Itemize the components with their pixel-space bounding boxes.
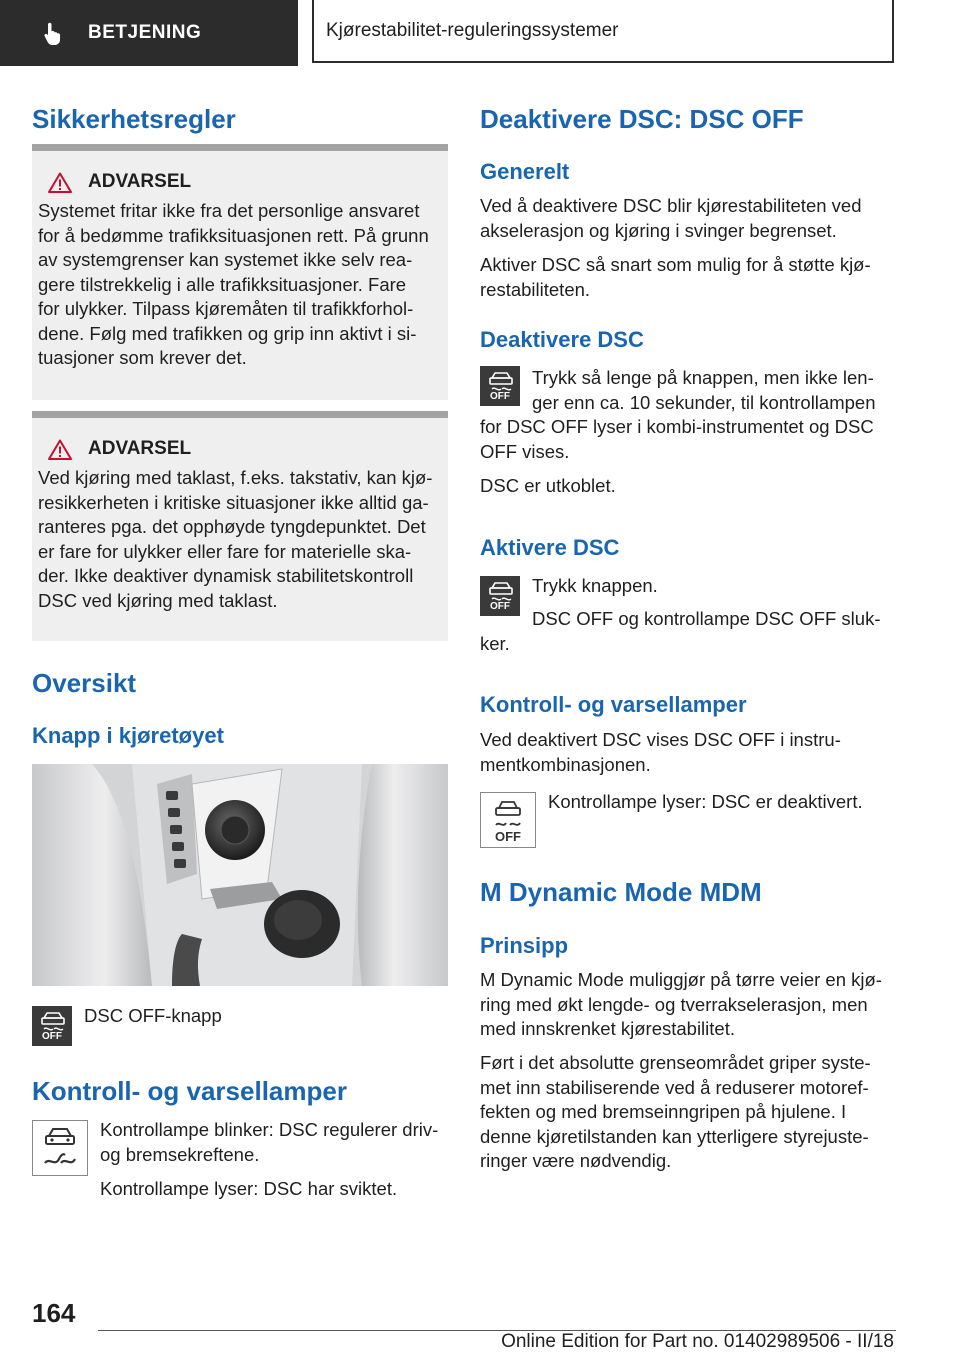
heading-m-dynamic-mode: M Dynamic Mode MDM (480, 877, 762, 907)
edition-text: Online Edition for Part no. 01402989506 - II/18 (501, 1331, 894, 1352)
text-line: ranteres pga. det opphøyde tyngdepunktet. Det (38, 516, 426, 537)
text-line: akselerasjon og kjøring i svinger begrenset. (480, 219, 837, 241)
lamps-paragraph (480, 728, 841, 777)
text-line: der. Ikke deaktiver dynamisk stabilitetskontroll (38, 565, 414, 586)
section-label: BETJENING (88, 22, 202, 43)
dsc-off-button-icon (32, 1006, 72, 1046)
heading-activate-dsc: Aktivere DSC (480, 535, 620, 560)
activate-result-text (480, 607, 900, 656)
car-skid-icon (33, 1121, 87, 1175)
heading-deactivate-dsc-off: Deaktivere DSC: DSC OFF (480, 104, 804, 134)
off-label: OFF (490, 391, 510, 402)
text-line: gere tilstrekkelig i alle trafikksituasjoner. Fare (38, 273, 407, 295)
lamp-description (100, 1118, 438, 1202)
warning-triangle-icon (48, 439, 72, 460)
text-line: DSC OFF og kontrollampe DSC OFF sluk- (532, 608, 881, 629)
warning-text (38, 199, 442, 371)
section-tab (0, 0, 298, 66)
text-line: for DSC OFF lyser i kombi-instrumentet og DSC (480, 416, 874, 437)
text-line: og bremsekreftene. (100, 1143, 260, 1165)
heading-overview: Oversikt (32, 668, 137, 698)
page-number: 164 (32, 1298, 76, 1328)
heading-general: Generelt (480, 159, 570, 184)
text-line: med innskrenket kjørestabilitet. (480, 1018, 735, 1039)
car-skid-icon (481, 795, 535, 831)
hand-pointer-icon (40, 20, 66, 46)
warning-header (48, 438, 442, 460)
text-line: Systemet fritar ikke fra det personlige ansvaret (38, 200, 420, 221)
off-label: OFF (42, 1031, 62, 1042)
text-line: OFF vises. (480, 440, 570, 462)
principle-paragraph-1 (480, 968, 882, 1042)
heading-button-in-vehicle: Knapp i kjøretøyet (32, 723, 224, 748)
car-skid-icon (34, 1009, 72, 1033)
text-line: denne kjøretilstanden kan ytterligere styrejuste- (480, 1125, 869, 1147)
warning-box-1 (32, 144, 448, 400)
text-line: Kontrollampe blinker: DSC regulerer driv- (100, 1119, 439, 1140)
text-line: Ført i det absolutte grenseområdet griper syste- (480, 1052, 871, 1073)
text-line: dene. Følg med trafikken og grip inn aktivt i si- (38, 322, 417, 344)
lamp-dsc-deactivated-text: Kontrollampe lyser: DSC er deaktivert. (548, 791, 863, 812)
text-line: for ulykker. Tilpass kjøremåten til trafikkforhol- (38, 298, 414, 319)
general-paragraph-2 (480, 253, 871, 302)
dsc-off-lamp-icon (480, 792, 536, 848)
off-label: OFF (490, 601, 510, 612)
text-line: for å bedømme trafikksituasjonen rett. På grunn (38, 224, 429, 246)
text-line: Ved å deaktivere DSC blir kjørestabiliteten ved (480, 195, 862, 216)
text-line: Kontrollampe lyser: DSC har sviktet. (100, 1178, 398, 1199)
warning-title: ADVARSEL (88, 171, 192, 192)
text-line: Trykk så lenge på knappen, men ikke len- (532, 367, 874, 388)
dsc-warning-lamp-icon (32, 1120, 88, 1176)
heading-safety: Sikkerhetsregler (32, 104, 236, 134)
text-line: mentkombinasjonen. (480, 753, 651, 775)
warning-text (38, 466, 442, 613)
deactivate-instructions (480, 366, 900, 464)
dsc-disabled-text: DSC er utkoblet. (480, 475, 616, 496)
console-illustration (32, 764, 448, 986)
heading-deactivate-dsc: Deaktivere DSC (480, 327, 644, 352)
warning-title: ADVARSEL (88, 438, 192, 459)
text-line: fekten og med bremseinngripen på hjulene. I (480, 1101, 847, 1122)
off-label: OFF (495, 829, 521, 844)
text-line: met inn stabiliserende ved å reduserer motoref- (480, 1076, 869, 1098)
activate-press-text: Trykk knappen. (532, 575, 658, 596)
text-line: Ved kjøring med taklast, f.eks. takstativ, kan kjø- (38, 467, 433, 488)
heading-control-lamps-right: Kontroll- og varsellamper (480, 692, 747, 717)
text-line: Aktiver DSC så snart som mulig for å støtte kjø- (480, 254, 871, 275)
warning-header (48, 171, 442, 193)
warning-box-2 (32, 411, 448, 641)
text-line: M Dynamic Mode muliggjør på tørre veier en kjø- (480, 969, 882, 990)
car-skid-icon (482, 579, 520, 603)
text-line: DSC ved kjøring med taklast. (38, 589, 278, 611)
text-line: ger enn ca. 10 sekunder, til kontrollampen (532, 391, 876, 413)
text-line: ring med økt lengde- og tverrakselerasjon, men (480, 993, 868, 1015)
heading-control-lamps: Kontroll- og varsellamper (32, 1076, 347, 1106)
principle-paragraph-2 (480, 1051, 871, 1174)
text-line: av systemgrenser kan systemet ikke selv rea- (38, 249, 413, 270)
text-line: restabiliteten. (480, 278, 591, 300)
text-line: ker. (480, 632, 510, 654)
text-line: ringer være nødvendig. (480, 1150, 672, 1171)
center-console-image (32, 764, 448, 986)
chapter-title: Kjørestabilitet-reguleringssystemer (312, 0, 894, 63)
text-line: tuasjoner som krever det. (38, 347, 247, 368)
general-paragraph-1 (480, 194, 862, 243)
caption-dsc-off-button: DSC OFF-knapp (84, 1005, 222, 1026)
text-line: er fare for ulykker eller fare for materielle ska- (38, 540, 412, 562)
text-line: resikkerheten i kritiske situasjoner ikke alltid ga- (38, 491, 429, 513)
warning-triangle-icon (48, 172, 72, 193)
text-line: Ved deaktivert DSC vises DSC OFF i instru- (480, 729, 841, 750)
heading-principle: Prinsipp (480, 933, 569, 958)
